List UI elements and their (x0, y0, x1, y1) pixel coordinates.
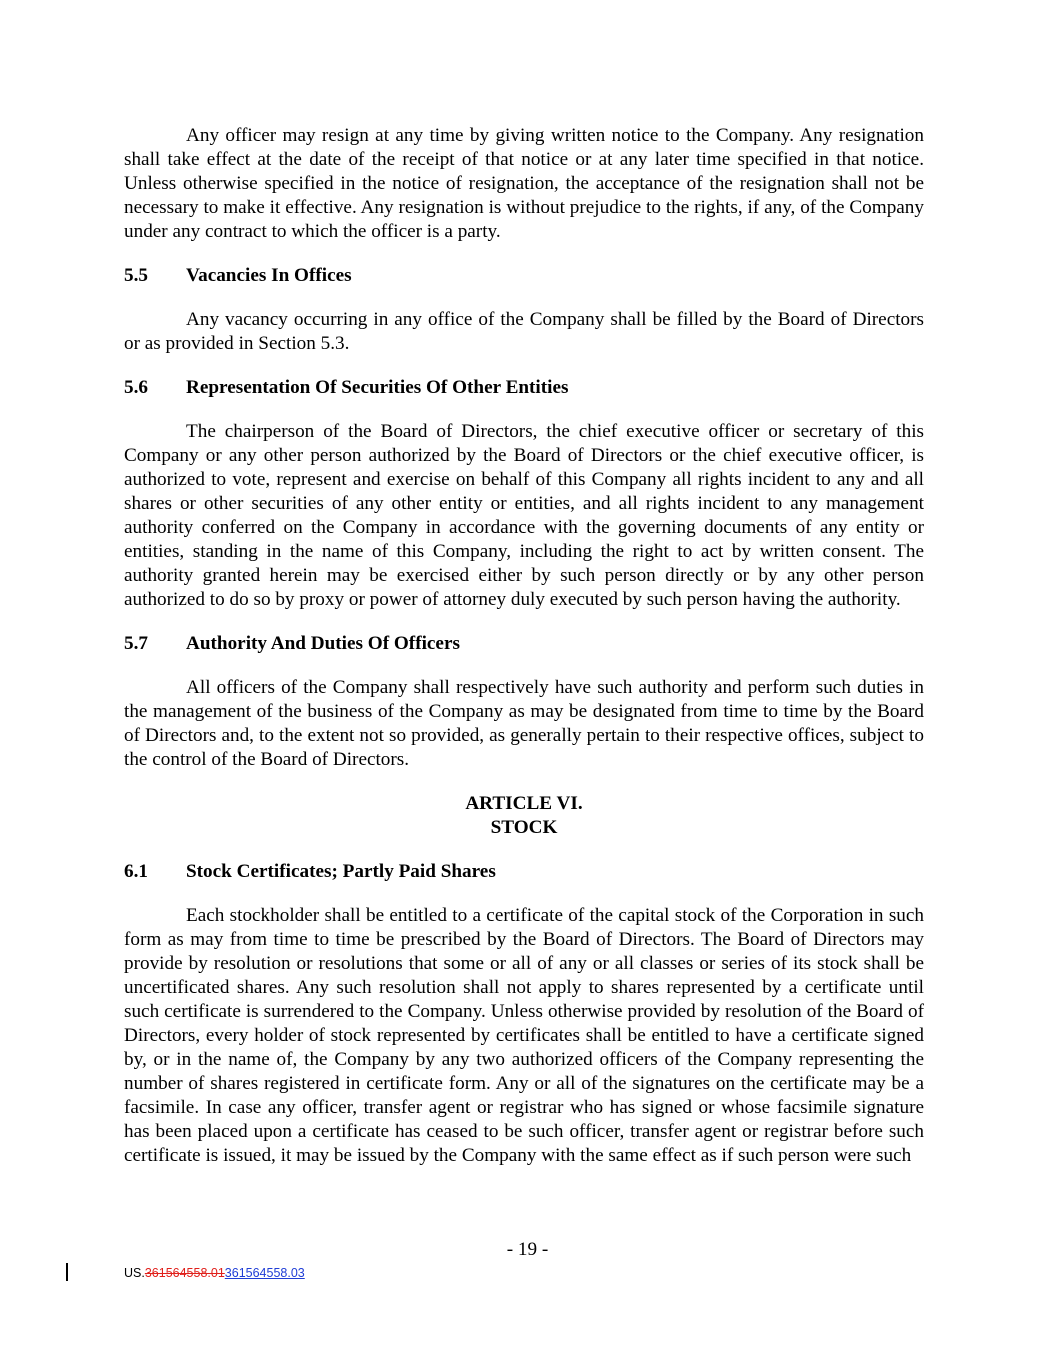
section-heading-5-7 (124, 632, 924, 656)
doc-id-deleted: 361564558.01 (144, 1266, 225, 1280)
section-heading-5-5 (124, 264, 924, 288)
section-title: Representation Of Securities Of Other Entities (186, 377, 569, 398)
doc-id-prefix: US. (124, 1266, 145, 1280)
page-number: - 19 - (506, 1239, 549, 1260)
article-heading (124, 792, 924, 840)
paragraph-stock-certificates: Each stockholder shall be entitled to a certificate of the capital stock of the Corporation in such form as may from time to time be prescribed by the Board of Directors. The Board of Directors may provide by resolution or resolutions that some or all of any or all classes or series of its stock shall be uncertificated shares. Any such resolution shall not apply to shares represented by a certificate until such certificate is surrendered to the Company. Unless otherwise provided by resolution of the Board of Directors, every holder of stock represented by certificates shall be entitled to have a certificate signed by, or in the name of, the Company by any two authorized officers of the Company representing the number of shares registered in certificate form. Any or all of the signatures on the certificate may be a facsimile. In case any officer, transfer agent or registrar who has signed or whose facsimile signature has been placed upon a certificate has ceased to be such officer, transfer agent or registrar before such certificate is issued, it may be issued by the Company with the same effect as if such person were such (124, 905, 924, 1166)
section-number: 5.7 (124, 633, 148, 654)
article-title: STOCK (490, 817, 558, 838)
section-title: Stock Certificates; Partly Paid Shares (186, 861, 496, 882)
section-number: 6.1 (124, 861, 148, 882)
doc-id-inserted: 361564558.03 (224, 1266, 305, 1280)
document-body (124, 124, 924, 1168)
paragraph-representation: The chairperson of the Board of Directors, the chief executive officer or secretary of this Company or any other person authorized by the Board of Directors or the chief executive officer, is authorized to vote, represent and exercise on behalf of this Company all rights incident to any and all shares or other securities of any other entity or entities, and all rights incident to any management authority conferred on the Company in accordance with the governing documents of any entity or entities, standing in the name of this Company, including the right to act by written consent. The authority granted herein may be exercised either by such person directly or by any other person authorized to do so by proxy or power of attorney duly executed by such person having the authority. (124, 421, 924, 610)
document-id-footer (124, 1265, 305, 1281)
section-number: 5.5 (124, 265, 148, 286)
paragraph-vacancies: Any vacancy occurring in any office of the Company shall be filled by the Board of Directors or as provided in Section 5.3. (124, 309, 924, 354)
section-heading-6-1 (124, 860, 924, 884)
paragraph-resignation: Any officer may resign at any time by giving written notice to the Company. Any resignation shall take effect at the date of the receipt of that notice or at any later time specified in that notice. Unless otherwise specified in the notice of resignation, the acceptance of the resignation shall not be necessary to make it effective. Any resignation is without prejudice to the rights, if any, of the Company under any contract to which the officer is a party. (124, 125, 924, 242)
section-heading-5-6 (124, 376, 924, 400)
change-bar (66, 1263, 68, 1281)
section-title: Authority And Duties Of Officers (186, 633, 460, 654)
section-number: 5.6 (124, 377, 148, 398)
article-number: ARTICLE VI. (465, 793, 583, 814)
section-title: Vacancies In Offices (186, 265, 352, 286)
paragraph-authority: All officers of the Company shall respectively have such authority and perform such duties in the management of the business of the Company as may be designated from time to time by the Board of Directors and, to the extent not so provided, as generally pertain to their respective offices, subject to the control of the Board of Directors. (124, 677, 924, 770)
